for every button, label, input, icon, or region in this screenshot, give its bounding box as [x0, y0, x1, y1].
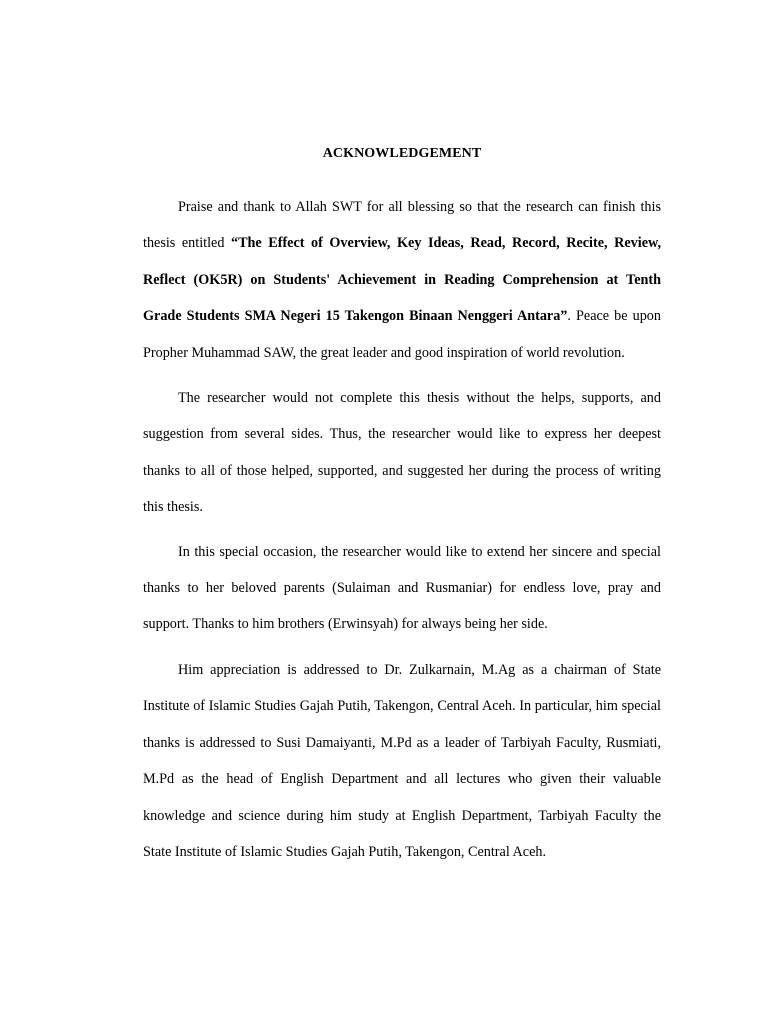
page-title: ACKNOWLEDGEMENT — [322, 146, 482, 161]
paragraph-praise — [143, 189, 661, 371]
paragraph-praise-intro: Praise and thank to Allah SWT for all blessing so that the research can finish this thesis entitled — [143, 199, 661, 252]
paragraph-support: The researcher would not complete this thesis without the helps, supports, and suggestion from several sides. Thus, the researcher would like to express her deepest thanks to all of those helped, supported, and suggested her during the process of writing this thesis. — [143, 390, 661, 516]
paragraph-parents: In this special occasion, the researcher would like to extend her sincere and special thanks to her beloved parents (Sulaiman and Rusmaniar) for endless love, pray and support. Thanks to him brothers (Erwinsyah) for always being her side. — [143, 543, 661, 633]
paragraph-praise-closing: . Peace be upon Propher Muhammad SAW, the great leader and good inspiration of world revolution. — [143, 308, 661, 361]
document-body — [143, 189, 661, 870]
thesis-title: “The Effect of Overview, Key Ideas, Read, Record, Recite, Review, Reflect (OK5R) on Students' Achievement in Reading Comprehension at Tenth Grade Students SMA Negeri 15 Takengon Binaan Nenggeri Antara” — [143, 235, 661, 325]
paragraph-appreciation: Him appreciation is addressed to Dr. Zulkarnain, M.Ag as a chairman of State Institute of Islamic Studies Gajah Putih, Takengon, Central Aceh. In particular, him special thanks is addressed to Susi Damaiyanti, M.Pd as a leader of Tarbiyah Faculty, Rusmiati, M.Pd as the head of English Department and all lectures who given their valuable knowledge and science during him study at English Department, Tarbiyah Faculty the State Institute of Islamic Studies Gajah Putih, Takengon, Central Aceh. — [143, 661, 661, 860]
